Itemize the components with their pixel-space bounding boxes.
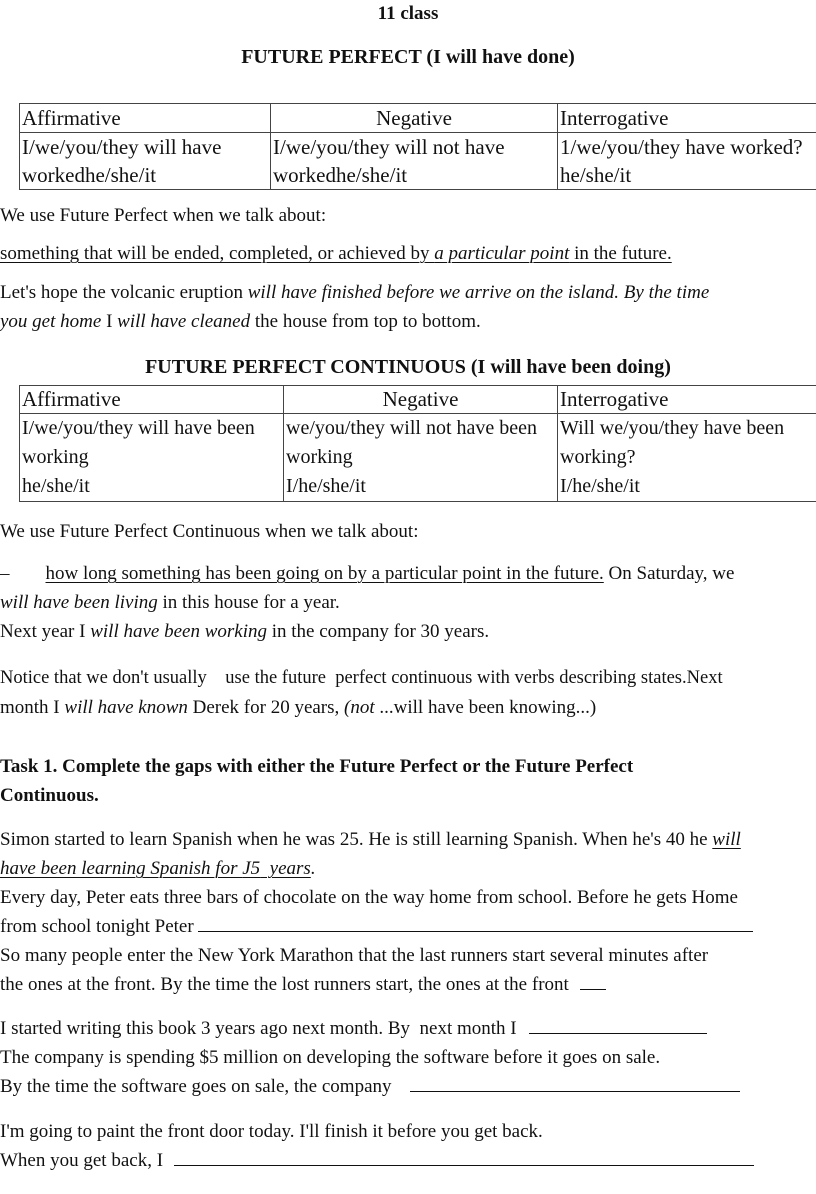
example-italic: will have cleaned (117, 311, 251, 332)
answer-blank[interactable] (529, 1019, 707, 1034)
table-cell (284, 414, 558, 502)
sentence-3-line-2 (0, 974, 606, 996)
sentence-text: . (310, 858, 316, 879)
sentence-1-line-1 (0, 829, 741, 851)
answer-text: years (260, 858, 311, 879)
table-cell (20, 133, 271, 190)
table-cell (558, 133, 816, 190)
notice-italic: (not (344, 697, 375, 718)
notice-text: Derek for 20 years, (187, 697, 345, 718)
example-italic: you get home (0, 311, 102, 332)
class-title: 11 class (377, 3, 439, 24)
fp-usage-intro: We use Future Perfect when we talk about: (0, 205, 327, 226)
sentence-4-line-1 (0, 1018, 707, 1040)
example-italic: will have been working (90, 621, 267, 642)
sentence-6-line-2 (0, 1150, 754, 1172)
example-text: Let's hope the volcanic eruption (0, 282, 248, 303)
header-interrogative: Interrogative (558, 386, 816, 414)
future-perfect-continuous-title: FUTURE PERFECT CONTINUOUS (I will have been doing) (145, 356, 671, 378)
sentence-text: Simon started to learn Spanish when he was 25. He is still learning Spanish. When he's 40 he (0, 829, 713, 850)
cell-line: workedhe/she/it (22, 163, 157, 187)
header-affirmative: Affirmative (20, 104, 271, 133)
cell-line: working (22, 446, 89, 468)
cell-line: Will we/you/they have been (560, 417, 785, 439)
cell-line: he/she/it (22, 475, 90, 497)
cell-line: workedhe/she/it (273, 163, 408, 187)
fpc-example-line-2 (0, 621, 489, 643)
sentence-2-line-1: Every day, Peter eats three bars of chocolate on the way home from school. Before he gets Home (0, 887, 738, 908)
header-affirmative: Affirmative (20, 386, 284, 414)
cell-line: I/we/you/they will have (22, 135, 222, 159)
cell-line: I/we/you/they will not have (273, 135, 505, 159)
answer-text: J5 (242, 858, 261, 879)
table-header-row (20, 104, 816, 133)
notice-italic: will have known (64, 697, 188, 718)
notice-text: month I (0, 697, 65, 718)
table-row (20, 133, 816, 190)
cell-line: we/you/they will not have been (286, 417, 538, 439)
fpc-definition (0, 563, 734, 585)
cell-line: he/she/it (560, 163, 632, 187)
answer-blank[interactable] (174, 1151, 754, 1166)
fpc-usage-intro: We use Future Perfect Continuous when we talk about: (0, 521, 419, 542)
sentence-text: from school tonight Peter (0, 916, 199, 937)
answer-text: will (712, 829, 741, 850)
notice-text: ...will have been knowing...) (374, 697, 597, 718)
sentence-3-line-1: So many people enter the New York Marathon that the last runners start several minutes after (0, 945, 709, 966)
header-interrogative: Interrogative (558, 104, 816, 133)
header-negative: Negative (271, 104, 558, 133)
def-text: in the future. (569, 243, 672, 264)
example-italic: will have been living (0, 592, 158, 613)
cell-line: 1/we/you/they have worked? (560, 135, 803, 159)
example-text: Next year I (0, 621, 91, 642)
fpc-example-line-1 (0, 592, 340, 614)
example-text: the house from top to bottom. (250, 311, 481, 332)
future-perfect-table (19, 103, 816, 190)
def-italic: a particular point (434, 243, 570, 264)
future-perfect-continuous-table (19, 385, 816, 502)
answer-text: have been learning Spanish for (0, 858, 243, 879)
cell-line: I/we/you/they will have been (22, 417, 255, 439)
fp-definition (0, 243, 672, 265)
answer-blank[interactable] (580, 975, 606, 990)
sentence-text: I started writing this book 3 years ago next month. By next month I (0, 1018, 522, 1039)
sentence-text: When you get back, I (0, 1150, 168, 1171)
table-row (20, 414, 816, 502)
example-text: in this house for a year. (157, 592, 340, 613)
task-title-line-2: Continuous. (0, 785, 99, 806)
notice-line-1: Notice that we don't usually use the future perfect continuous with verbs describing states.Next (0, 668, 723, 688)
table-cell (20, 414, 284, 502)
sentence-5-line-2 (0, 1076, 740, 1098)
example-text: I (101, 311, 118, 332)
header-negative: Negative (284, 386, 558, 414)
sentence-2-line-2 (0, 916, 753, 938)
def-text: something that will be ended, completed, or achieved by (0, 243, 435, 264)
fp-example-line-1 (0, 282, 709, 304)
future-perfect-title: FUTURE PERFECT (I will have done) (241, 46, 575, 68)
answer-blank[interactable] (198, 917, 753, 932)
sentence-5-line-1: The company is spending $5 million on developing the software before it goes on sale. (0, 1047, 661, 1068)
sentence-text: the ones at the front. By the time the lost runners start, the ones at the front (0, 974, 574, 995)
cell-line: I/he/she/it (286, 475, 366, 497)
notice-line-2 (0, 697, 596, 719)
cell-line: working? (560, 446, 636, 468)
answer-blank[interactable] (410, 1077, 740, 1092)
example-text: in the company for 30 years. (267, 621, 490, 642)
table-header-row (20, 386, 816, 414)
sentence-6-line-1: I'm going to paint the front door today. I'll finish it before you get back. (0, 1121, 543, 1142)
table-cell (558, 414, 816, 502)
cell-line: working (286, 446, 353, 468)
sentence-1-line-2 (0, 858, 316, 880)
example-italic: will have finished before we arrive on the island. By the time (247, 282, 710, 303)
fp-example-line-2 (0, 311, 481, 333)
sentence-text: By the time the software goes on sale, the company (0, 1076, 397, 1097)
task-title-line-1: Task 1. Complete the gaps with either the Future Perfect or the Future Perfect (0, 756, 634, 777)
def-text: On Saturday, we (603, 563, 735, 584)
table-cell (271, 133, 558, 190)
def-underlined: how long something has been going on by a particular point in the future. (45, 563, 604, 584)
dash: – (0, 563, 10, 584)
cell-line: I/he/she/it (560, 475, 640, 497)
